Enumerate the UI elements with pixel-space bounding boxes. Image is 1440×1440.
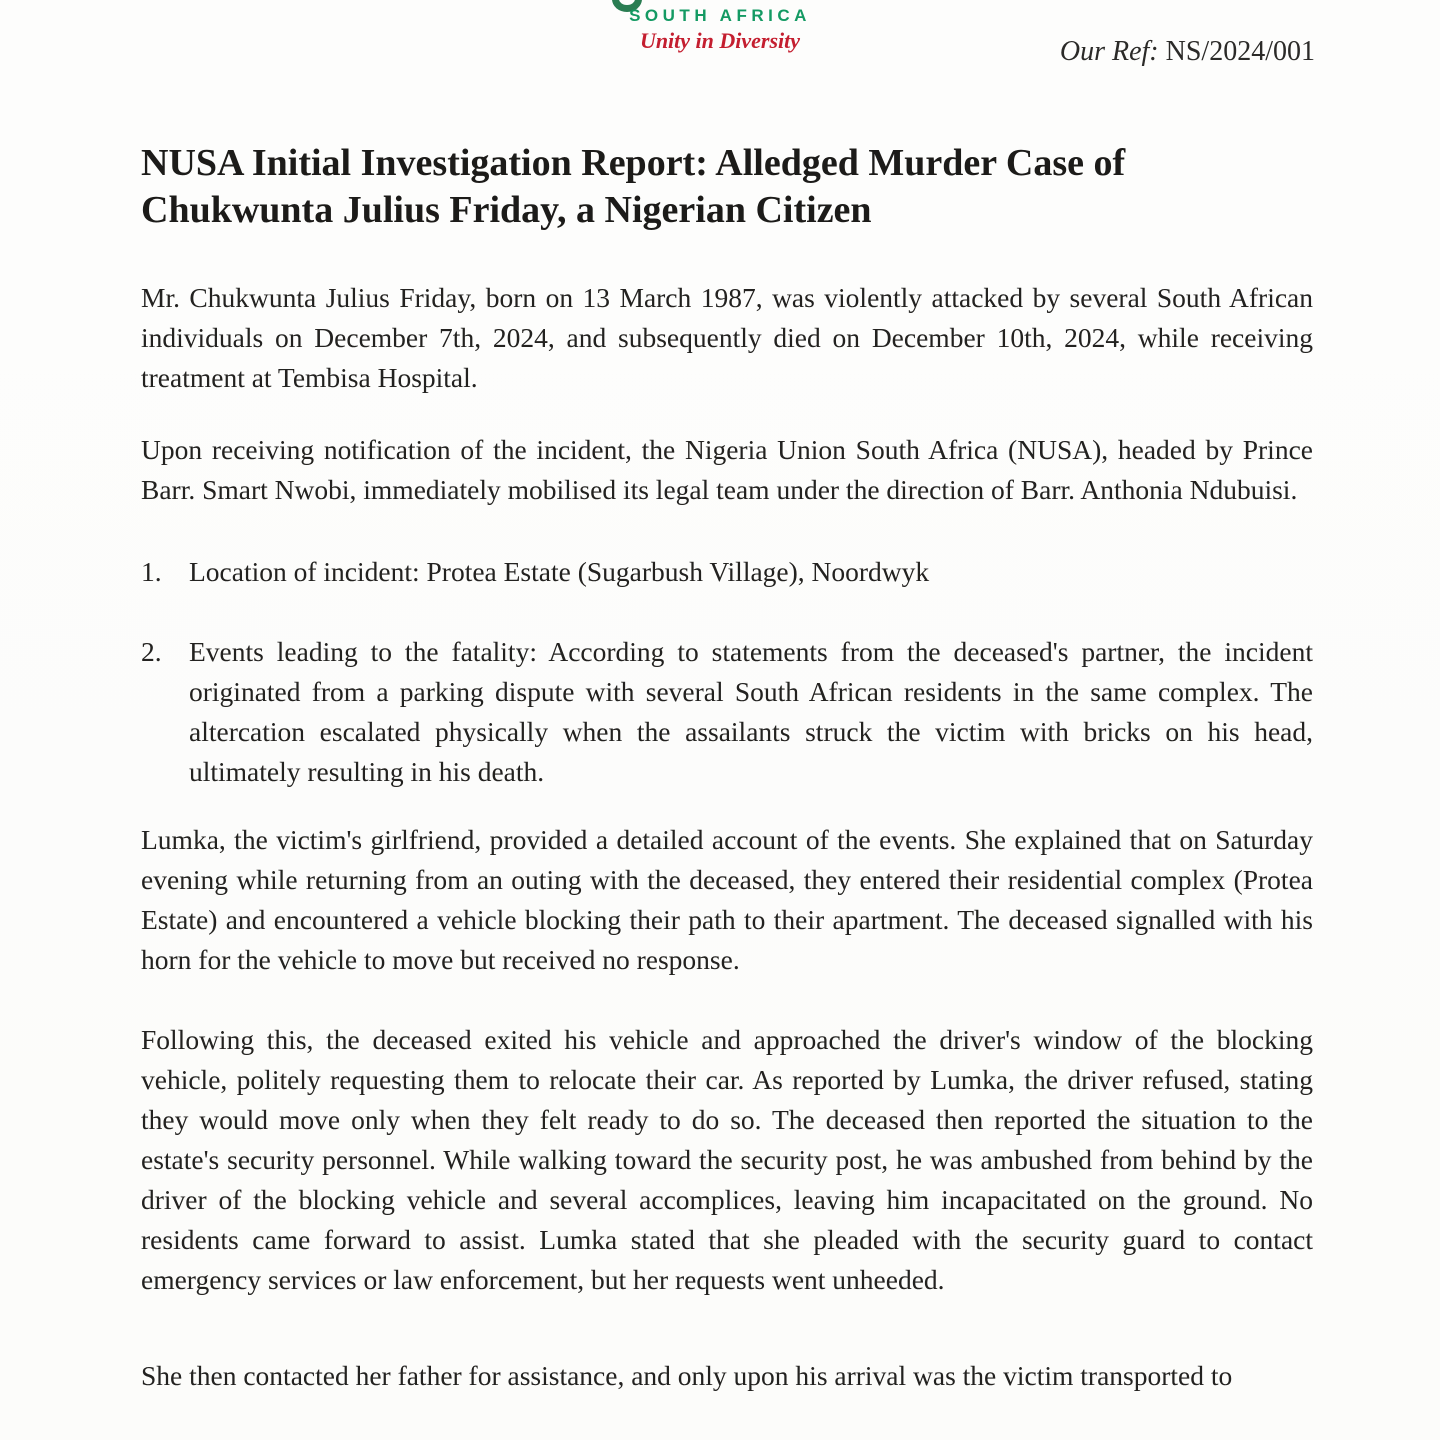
- paragraph-confrontation: Following this, the deceased exited his vehicle and approached the driver's window of the blocking vehicle, politely requesting them to relocate their car. As reported by Lumka, the driver refused, stating they would move only when they felt ready to do so. The deceased then reported the situation to the estate's security personnel. While walking toward the security post, he was ambushed from behind by the driver of the blocking vehicle and several accomplices, leaving him incapacitated on the ground. No residents came forward to assist. Lumka stated that she pleaded with the security guard to contact emergency services or law enforcement, but her requests went unheeded.: [141, 1024, 1313, 1295]
- list-item-location: [141, 552, 1313, 592]
- letterhead-country-text: SOUTH AFRICA: [629, 6, 811, 25]
- list-item-events: [141, 632, 1313, 792]
- report-body: [0, 140, 1440, 1396]
- list-item-number: 1.: [141, 556, 162, 587]
- paragraph-father-transport: She then contacted her father for assistance, and only upon his arrival was the victim transported to: [141, 1360, 1233, 1391]
- list-item-text: Events leading to the fatality: According to statements from the deceased's partner, the incident originated from a parking dispute with several South African residents in the same complex. The altercation escalated physically when the assailants struck the victim with bricks on his head, ultimately resulting in his death.: [189, 636, 1313, 787]
- list-item-number: 2.: [141, 636, 162, 667]
- paragraph-victim-intro: Mr. Chukwunta Julius Friday, born on 13 March 1987, was violently attacked by several South African individuals on December 7th, 2024, and subsequently died on December 10th, 2024, while receiving treatment at Tembisa Hospital.: [141, 282, 1313, 393]
- numbered-list: [141, 552, 1313, 792]
- letterhead-motto-text: Unity in Diversity: [639, 28, 801, 53]
- paragraph-nusa-mobilisation: Upon receiving notification of the incident, the Nigeria Union South Africa (NUSA), headed by Prince Barr. Smart Nwobi, immediately mobilised its legal team under the direction of Barr. Anthonia Ndubuisi.: [141, 434, 1313, 505]
- list-item-text: Location of incident: Protea Estate (Sugarbush Village), Noordwyk: [189, 556, 930, 587]
- letterhead: [0, 0, 1440, 70]
- paragraph-girlfriend-account: Lumka, the victim's girlfriend, provided a detailed account of the events. She explained that on Saturday evening while returning from an outing with the deceased, they entered their residential complex (Protea Estate) and encountered a vehicle blocking their path to their apartment. The deceased signalled with his horn for the vehicle to move but received no response.: [141, 824, 1313, 975]
- reference-number: [1060, 36, 1315, 68]
- reference-label: Our Ref:: [1059, 36, 1159, 67]
- reference-value: NS/2024/001: [1165, 36, 1315, 67]
- report-title: NUSA Initial Investigation Report: Alledged Murder Case of Chukwunta Julius Friday, a Nigerian Citizen: [141, 142, 1126, 231]
